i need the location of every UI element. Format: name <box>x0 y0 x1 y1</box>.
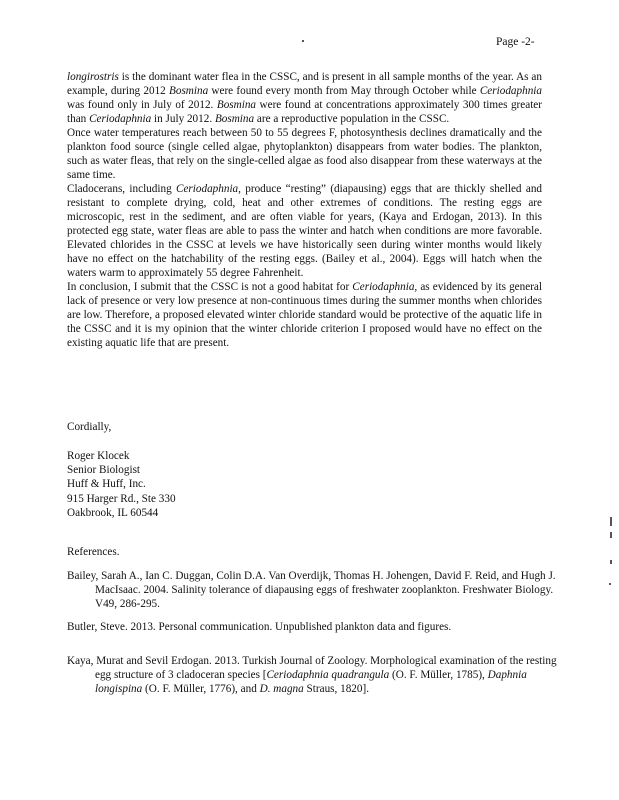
reference-bailey: Bailey, Sarah A., Ian C. Duggan, Colin D.A. Van Overdijk, Thomas H. Johengen, David F. Reid, and Hugh J. MacIsaac. 2004. Salinity tolerance of diapausing eggs of freshwater zooplankton. Freshwater Biology. V49, 286-295. <box>67 570 556 610</box>
text-run: Kaya, Murat and Sevil Erdogan. 2013. Turkish Journal of Zoology. Morphological examination of the resting egg structure of 3 cladoceran species [ <box>67 655 557 681</box>
signer-company: Huff & Huff, Inc. <box>67 478 146 491</box>
closing-salutation: Cordially, <box>67 421 112 433</box>
text-run: produce “resting” (diapausing) eggs that are thickly shelled and resistant to complete drying, cold, heat and other extremes of conditions. The resting eggs are microscopic, rest in the sediment, and are often viable for years, (Kaya and Erdogan, 2013). In this protected egg state, water fleas are able to pass the winter and hatch when conditions are more favorable. Elevated chlorides in the CSSC at levels we have historically seen during winter months would likely have no effect on the hatchability of the resting eggs. (Bailey et al., 2004). Eggs will hatch when the waters warm to approximately 55 degree Fahrenheit. <box>67 183 543 279</box>
scan-artifact <box>302 40 304 42</box>
species-name: D. magna <box>259 683 304 695</box>
reference-kaya <box>67 654 565 696</box>
scan-artifact <box>610 560 612 564</box>
signature-block <box>67 449 176 520</box>
text-run: is the dominant water flea in the CSSC, and is present in all sample months of the year. As an example, during 2012 <box>67 71 542 97</box>
signer-name: Roger Klocek <box>67 450 130 462</box>
signer-city: Oakbrook, IL 60544 <box>67 506 159 519</box>
species-name: Bosmina <box>169 85 209 97</box>
scan-artifact <box>610 532 612 538</box>
text-run: (O. F. Müller, 1776), and <box>142 683 260 695</box>
text-run: Cladocerans, including <box>67 183 176 195</box>
text-run: was found only in July of 2012. <box>67 99 217 111</box>
scan-artifact <box>610 517 612 526</box>
species-name: Ceriodaphnia, <box>352 281 418 293</box>
text-run: Straus, 1820]. <box>303 683 370 695</box>
species-name: Bosmina <box>216 99 257 111</box>
page-number: Page -2- <box>496 36 535 48</box>
scan-artifact <box>609 583 611 585</box>
species-name: Ceriodaphnia quadrangula <box>266 669 390 681</box>
text-run: were found at concentrations approximately 300 times greater than <box>67 99 542 125</box>
text-run: are a reproductive population in the CSSC. <box>254 113 450 125</box>
text-run: were found every month from May through October while <box>208 85 480 97</box>
species-name: Ceriodaphnia <box>89 113 152 125</box>
species-name: Ceriodaphnia <box>479 85 542 97</box>
paragraph-resting-eggs <box>67 182 542 280</box>
references-heading: References. <box>67 546 120 558</box>
species-name: Daphnia longispina <box>95 669 527 695</box>
signer-title: Senior Biologist <box>67 464 141 477</box>
text-run: In conclusion, I submit that the CSSC is not a good habitat for <box>67 281 353 293</box>
text-run: as evidenced by its general lack of presence or very low presence at non-continuous times during the summer months when chlorides are low. Therefore, a proposed elevated winter chloride standard would be protective of the aquatic life in the CSSC and it is my opinion that the winter chloride criterion I proposed would have no effect on the existing aquatic life that are present. <box>67 281 543 349</box>
paragraph-conclusion <box>67 280 542 350</box>
text-run: in July 2012. <box>151 113 215 125</box>
body-text <box>67 70 542 350</box>
text-run: (O. F. Müller, 1785), <box>389 669 488 681</box>
paragraph-temperature: Once water temperatures reach between 50 to 55 degrees F, photosynthesis declines dramatically and the plankton food source (single celled algae, phytoplankton) disappears from water bodies. The plankton, such as water fleas, that rely on the single-celled algae as food also disappear from these waterways at the same time. <box>67 127 542 181</box>
species-name: Bosmina <box>214 113 255 125</box>
signer-street: 915 Harger Rd., Ste 330 <box>67 492 176 505</box>
reference-butler: Butler, Steve. 2013. Personal communication. Unpublished plankton data and figures. <box>67 621 452 633</box>
species-name: longirostris <box>67 71 119 83</box>
species-name: Ceriodaphnia, <box>176 183 241 195</box>
paragraph-bosmina <box>67 70 542 126</box>
